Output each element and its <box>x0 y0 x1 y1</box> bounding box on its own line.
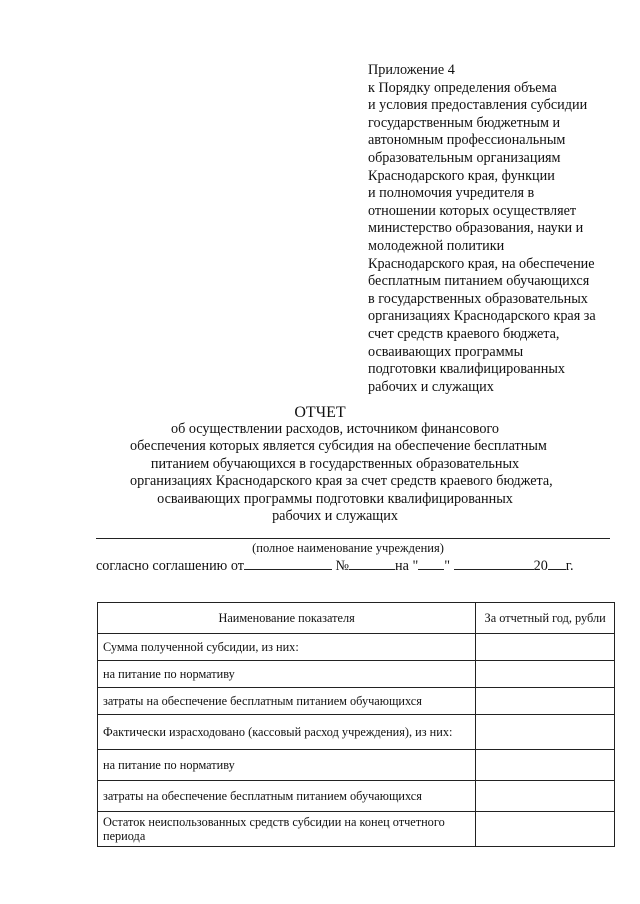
row-value-cell <box>476 661 615 688</box>
table-row <box>98 812 615 847</box>
report-subtitle-line: осваивающих программы подготовки квалифицированных <box>157 490 513 507</box>
appendix-line: рабочих и служащих <box>368 378 494 395</box>
appendix-line: Приложение 4 <box>368 62 455 78</box>
agreement-number-blank <box>349 556 395 570</box>
appendix-line: автономным профессиональным <box>368 132 566 149</box>
appendix-line: Краснодарского края, функции <box>368 167 555 184</box>
agreement-date-blank <box>244 556 332 570</box>
table-row <box>98 688 615 715</box>
appendix-line: и полномочия учредителя в <box>368 185 535 202</box>
report-subtitle-line: рабочих и служащих <box>272 508 398 525</box>
agreement-line <box>96 556 616 575</box>
report-table <box>97 602 615 847</box>
table-row <box>98 661 615 688</box>
row-value-cell <box>476 634 615 661</box>
row-value-cell <box>476 812 615 847</box>
agreement-year: 20 <box>533 558 548 574</box>
organization-name-caption: (полное наименование учреждения) <box>252 541 444 555</box>
appendix-line: осваивающих программы <box>368 343 524 360</box>
agreement-number-label: № <box>335 558 350 574</box>
appendix-line: и условия предоставления субсидии <box>368 97 588 114</box>
agreement-date-prefix: на " <box>395 558 419 574</box>
agreement-prefix: согласно соглашению от <box>96 558 244 574</box>
row-label: Сумма полученной субсидии, из них: <box>98 634 476 661</box>
row-label: на питание по нормативу <box>98 661 476 688</box>
report-title: ОТЧЕТ <box>294 404 346 421</box>
table-row <box>98 781 615 812</box>
appendix-line: счет средств краевого бюджета, <box>368 325 560 342</box>
agreement-year-blank <box>548 556 566 570</box>
appendix-line: к Порядку определения объема <box>368 79 557 96</box>
row-value-cell <box>476 715 615 750</box>
appendix-line: Краснодарского края, на обеспечение <box>368 255 595 272</box>
row-value-cell <box>476 781 615 812</box>
agreement-month-blank <box>454 556 534 570</box>
agreement-quote: " <box>444 558 451 574</box>
row-label: на питание по нормативу <box>98 750 476 781</box>
appendix-line: молодежной политики <box>368 237 505 254</box>
report-subtitle-line: обеспечения которых является субсидия на обеспечение бесплатным <box>130 438 547 455</box>
appendix-line: подготовки квалифицированных <box>368 361 565 378</box>
appendix-line: организациях Краснодарского края за <box>368 308 596 325</box>
table-header-row <box>98 603 615 634</box>
report-subtitle-line: об осуществлении расходов, источником финансового <box>170 421 500 437</box>
appendix-line: образовательным организациям <box>368 149 561 166</box>
table-row <box>98 750 615 781</box>
organization-name-line <box>96 538 610 539</box>
column-header-amount: За отчетный год, рубли <box>476 603 615 634</box>
table-row <box>98 634 615 661</box>
row-label: затраты на обеспечение бесплатным питанием обучающихся <box>98 688 476 715</box>
appendix-line: государственным бюджетным и <box>368 114 561 131</box>
report-subtitle-line: питанием обучающихся в государственных образовательных <box>150 455 520 472</box>
agreement-day-blank <box>418 556 444 570</box>
appendix-line: министерство образования, науки и <box>368 220 584 237</box>
row-label: затраты на обеспечение бесплатным питанием обучающихся <box>98 781 476 812</box>
column-header-indicator: Наименование показателя <box>98 603 476 634</box>
row-label: Фактически израсходовано (кассовый расход учреждения), из них: <box>98 715 476 750</box>
row-label: Остаток неиспользованных средств субсидии на конец отчетного периода <box>98 812 476 847</box>
report-subtitle-line: организациях Краснодарского края за счет средств краевого бюджета, <box>130 473 553 490</box>
appendix-line: в государственных образовательных <box>368 290 588 307</box>
agreement-year-suffix: г. <box>565 558 574 574</box>
report-subtitle <box>130 421 553 525</box>
row-value-cell <box>476 750 615 781</box>
appendix-line: бесплатным питанием обучающихся <box>368 273 590 290</box>
table-row <box>98 715 615 750</box>
appendix-line: отношении которых осуществляет <box>368 202 577 219</box>
appendix-block <box>368 62 630 396</box>
row-value-cell <box>476 688 615 715</box>
